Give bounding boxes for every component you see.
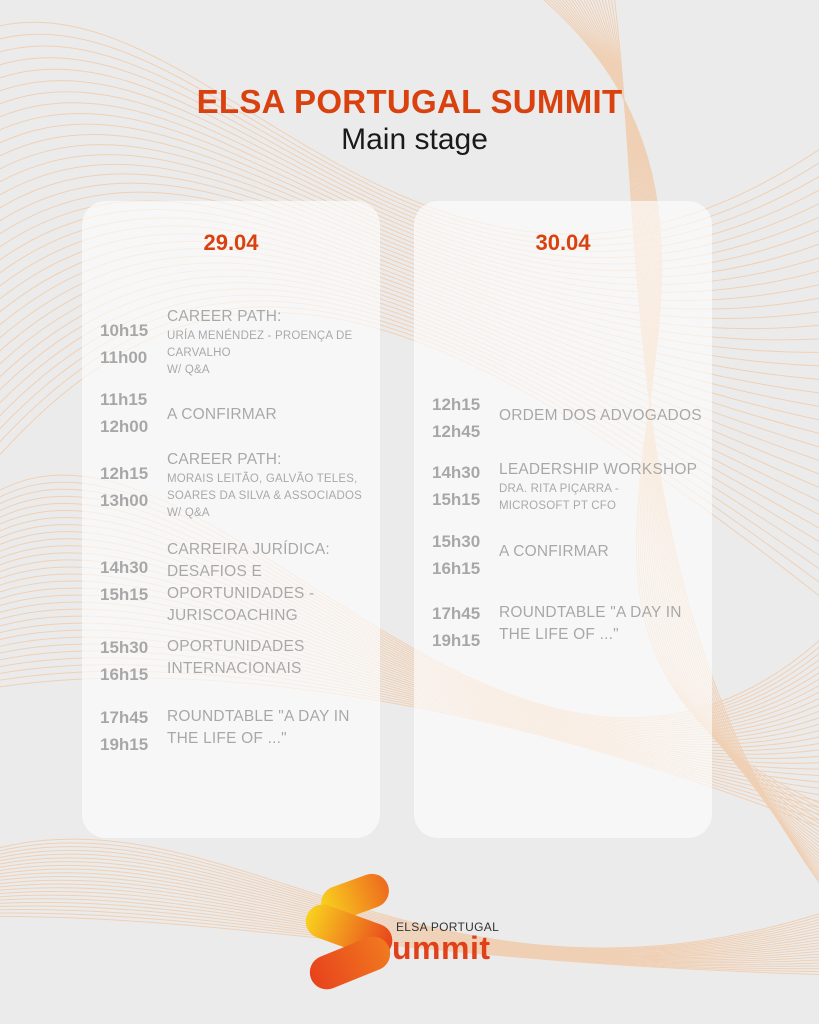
logo-text-top: ELSA PORTUGAL <box>396 920 500 934</box>
page-title: ELSA PORTUGAL SUMMIT <box>196 83 623 120</box>
page-subtitle: Main stage <box>341 123 488 156</box>
schedule-card-day2 <box>414 201 712 838</box>
day2-date: 30.04 <box>535 230 591 255</box>
logo-text-main: ummit <box>392 930 491 966</box>
schedule-card-day1 <box>82 201 380 838</box>
day1-date: 29.04 <box>203 230 259 255</box>
